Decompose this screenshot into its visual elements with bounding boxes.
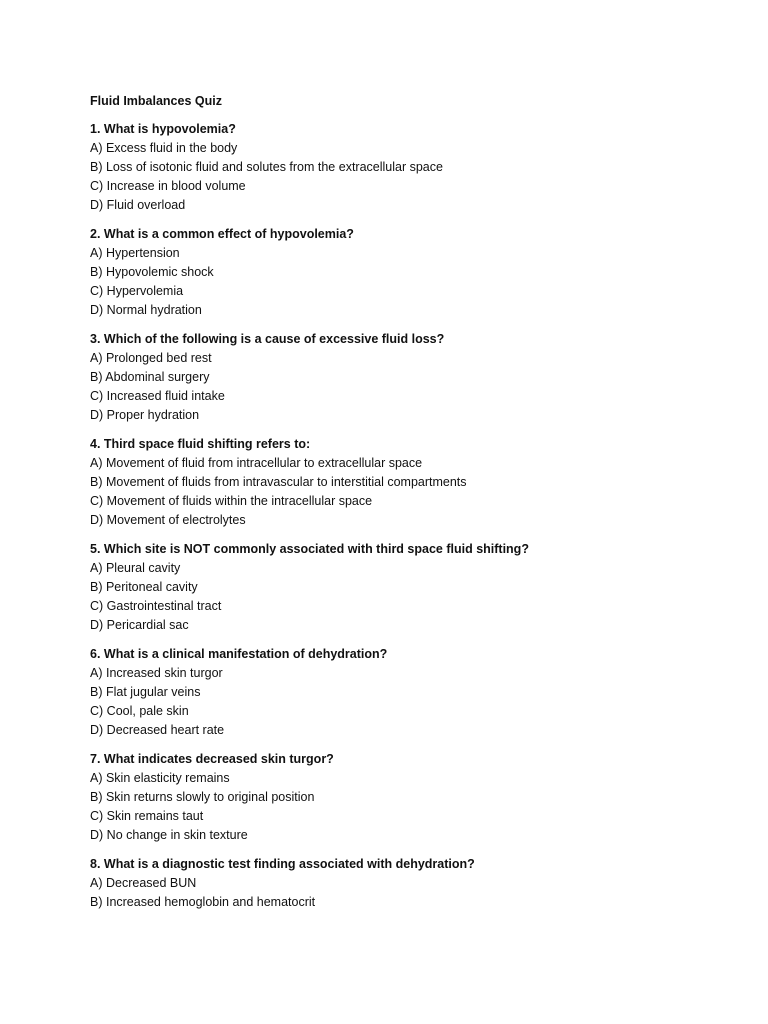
answer-option-b: B) Skin returns slowly to original position — [90, 790, 315, 804]
answer-option-a: A) Increased skin turgor — [90, 666, 223, 680]
answer-option-c: C) Increase in blood volume — [90, 179, 246, 193]
question-text: 2. What is a common effect of hypovolemia? — [90, 227, 354, 241]
answer-option-b: B) Hypovolemic shock — [90, 265, 214, 279]
question-text: 8. What is a diagnostic test finding associated with dehydration? — [90, 857, 475, 871]
answer-option-a: A) Decreased BUN — [90, 876, 197, 890]
answer-option-a: A) Excess fluid in the body — [90, 141, 238, 155]
answer-option-c: C) Skin remains taut — [90, 809, 204, 823]
question-6 — [90, 645, 730, 740]
answer-option-a: A) Hypertension — [90, 246, 180, 260]
answer-option-d: D) Movement of electrolytes — [90, 513, 246, 527]
answer-option-a: A) Prolonged bed rest — [90, 351, 212, 365]
question-4 — [90, 435, 730, 530]
answer-option-b: B) Abdominal surgery — [90, 370, 210, 384]
question-text: 6. What is a clinical manifestation of dehydration? — [90, 647, 388, 661]
question-5 — [90, 540, 730, 635]
question-text: 1. What is hypovolemia? — [90, 122, 236, 136]
answer-option-c: C) Cool, pale skin — [90, 704, 189, 718]
question-text: 5. Which site is NOT commonly associated with third space fluid shifting? — [90, 542, 529, 556]
answer-option-b: B) Loss of isotonic fluid and solutes from the extracellular space — [90, 160, 443, 174]
question-text: 7. What indicates decreased skin turgor? — [90, 752, 334, 766]
answer-option-c: C) Movement of fluids within the intracellular space — [90, 494, 373, 508]
answer-option-b: B) Increased hemoglobin and hematocrit — [90, 895, 316, 909]
document-page — [90, 92, 730, 922]
question-1 — [90, 120, 730, 215]
answer-option-c: C) Hypervolemia — [90, 284, 184, 298]
answer-option-a: A) Skin elasticity remains — [90, 771, 230, 785]
answer-option-d: D) Proper hydration — [90, 408, 200, 422]
answer-option-d: D) Normal hydration — [90, 303, 202, 317]
answer-option-b: B) Movement of fluids from intravascular to interstitial compartments — [90, 475, 467, 489]
answer-option-a: A) Movement of fluid from intracellular to extracellular space — [90, 456, 423, 470]
answer-option-c: C) Gastrointestinal tract — [90, 599, 222, 613]
answer-option-d: D) Fluid overload — [90, 198, 186, 212]
answer-option-d: D) No change in skin texture — [90, 828, 248, 842]
answer-option-a: A) Pleural cavity — [90, 561, 181, 575]
answer-option-d: D) Pericardial sac — [90, 618, 189, 632]
question-text: 3. Which of the following is a cause of excessive fluid loss? — [90, 332, 445, 346]
question-7 — [90, 750, 730, 845]
answer-option-b: B) Peritoneal cavity — [90, 580, 198, 594]
question-text: 4. Third space fluid shifting refers to: — [90, 437, 311, 451]
document-title: Fluid Imbalances Quiz — [90, 94, 222, 108]
question-2 — [90, 225, 730, 320]
question-3 — [90, 330, 730, 425]
question-8 — [90, 855, 730, 912]
answer-option-b: B) Flat jugular veins — [90, 685, 201, 699]
answer-option-d: D) Decreased heart rate — [90, 723, 225, 737]
answer-option-c: C) Increased fluid intake — [90, 389, 225, 403]
